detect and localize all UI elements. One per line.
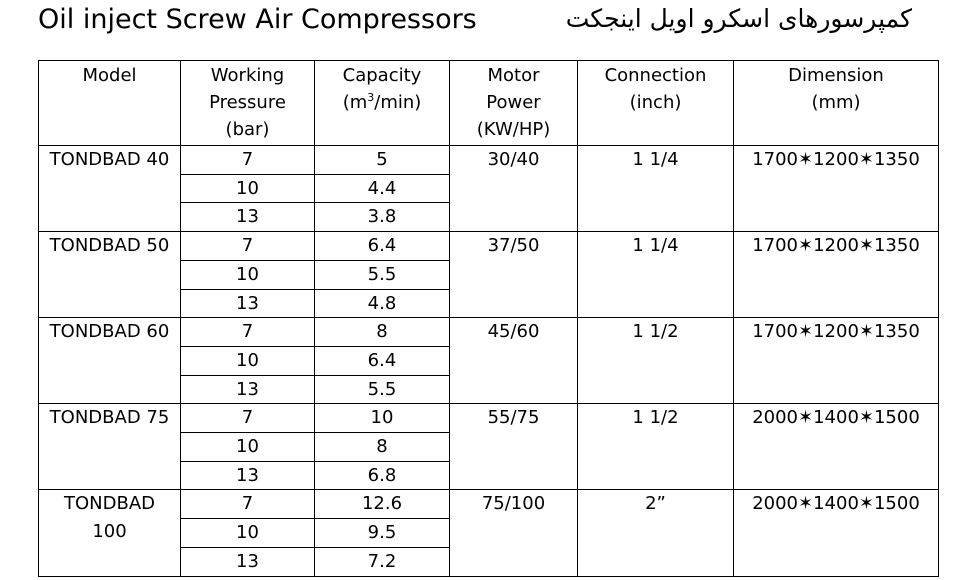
- model-cell: TONDBAD 100: [39, 490, 181, 576]
- table-row: [39, 404, 939, 433]
- table-row: [39, 232, 939, 261]
- title-english: Oil inject Screw Air Compressors: [38, 4, 477, 35]
- pressure-cell: 10: [181, 519, 315, 548]
- motor-cell: 55/75: [450, 404, 578, 490]
- capacity-cell: 8: [315, 318, 450, 347]
- capacity-cell: 5: [315, 146, 450, 175]
- spec-table: [38, 60, 939, 577]
- capacity-cell: 6.4: [315, 346, 450, 375]
- motor-cell: 37/50: [450, 232, 578, 318]
- capacity-cell: 6.8: [315, 461, 450, 490]
- capacity-cell: 4.4: [315, 174, 450, 203]
- connection-cell: 1 1/2: [578, 318, 734, 404]
- capacity-cell: 7.2: [315, 547, 450, 576]
- pressure-cell: 13: [181, 289, 315, 318]
- dimension-cell: 1700✶1200✶1350: [734, 232, 939, 318]
- header-capacity: Capacity $(m^3/\min)$: [315, 61, 450, 146]
- header-model: Model: [39, 61, 181, 146]
- capacity-cell: 4.8: [315, 289, 450, 318]
- table-row: [39, 490, 939, 519]
- capacity-cell: 8: [315, 433, 450, 462]
- capacity-cell: 9.5: [315, 519, 450, 548]
- motor-cell: 30/40: [450, 146, 578, 232]
- header-pressure: Working Pressure (bar): [181, 61, 315, 146]
- title-persian: کمپرسورهای اسکرو اویل اینجکت: [565, 4, 912, 33]
- capacity-cell: 5.5: [315, 375, 450, 404]
- table-row: [39, 318, 939, 347]
- model-cell: TONDBAD 40: [39, 146, 181, 232]
- capacity-cell: 12.6: [315, 490, 450, 519]
- header-row: [39, 61, 939, 146]
- motor-cell: 45/60: [450, 318, 578, 404]
- table-row: [39, 146, 939, 175]
- pressure-cell: 7: [181, 404, 315, 433]
- connection-cell: 2”: [578, 490, 734, 576]
- model-cell: TONDBAD 75: [39, 404, 181, 490]
- pressure-cell: 7: [181, 232, 315, 261]
- pressure-cell: 7: [181, 146, 315, 175]
- dimension-cell: 1700✶1200✶1350: [734, 318, 939, 404]
- motor-cell: 75/100: [450, 490, 578, 576]
- table-body: [39, 146, 939, 577]
- pressure-cell: 13: [181, 461, 315, 490]
- pressure-cell: 10: [181, 174, 315, 203]
- header-connection: Connection (inch): [578, 61, 734, 146]
- connection-cell: 1 1/4: [578, 232, 734, 318]
- pressure-cell: 10: [181, 346, 315, 375]
- header-dimension: Dimension (mm): [734, 61, 939, 146]
- pressure-cell: 7: [181, 490, 315, 519]
- pressure-cell: 13: [181, 547, 315, 576]
- connection-cell: 1 1/4: [578, 146, 734, 232]
- capacity-cell: 5.5: [315, 260, 450, 289]
- pressure-cell: 13: [181, 375, 315, 404]
- pressure-cell: 10: [181, 260, 315, 289]
- model-cell: TONDBAD 60: [39, 318, 181, 404]
- pressure-cell: 10: [181, 433, 315, 462]
- model-cell: TONDBAD 50: [39, 232, 181, 318]
- pressure-cell: 13: [181, 203, 315, 232]
- dimension-cell: 2000✶1400✶1500: [734, 490, 939, 576]
- capacity-cell: 10: [315, 404, 450, 433]
- capacity-cell: 3.8: [315, 203, 450, 232]
- connection-cell: 1 1/2: [578, 404, 734, 490]
- dimension-cell: 2000✶1400✶1500: [734, 404, 939, 490]
- dimension-cell: 1700✶1200✶1350: [734, 146, 939, 232]
- capacity-cell: 6.4: [315, 232, 450, 261]
- header-motor: Motor Power (KW/HP): [450, 61, 578, 146]
- pressure-cell: 7: [181, 318, 315, 347]
